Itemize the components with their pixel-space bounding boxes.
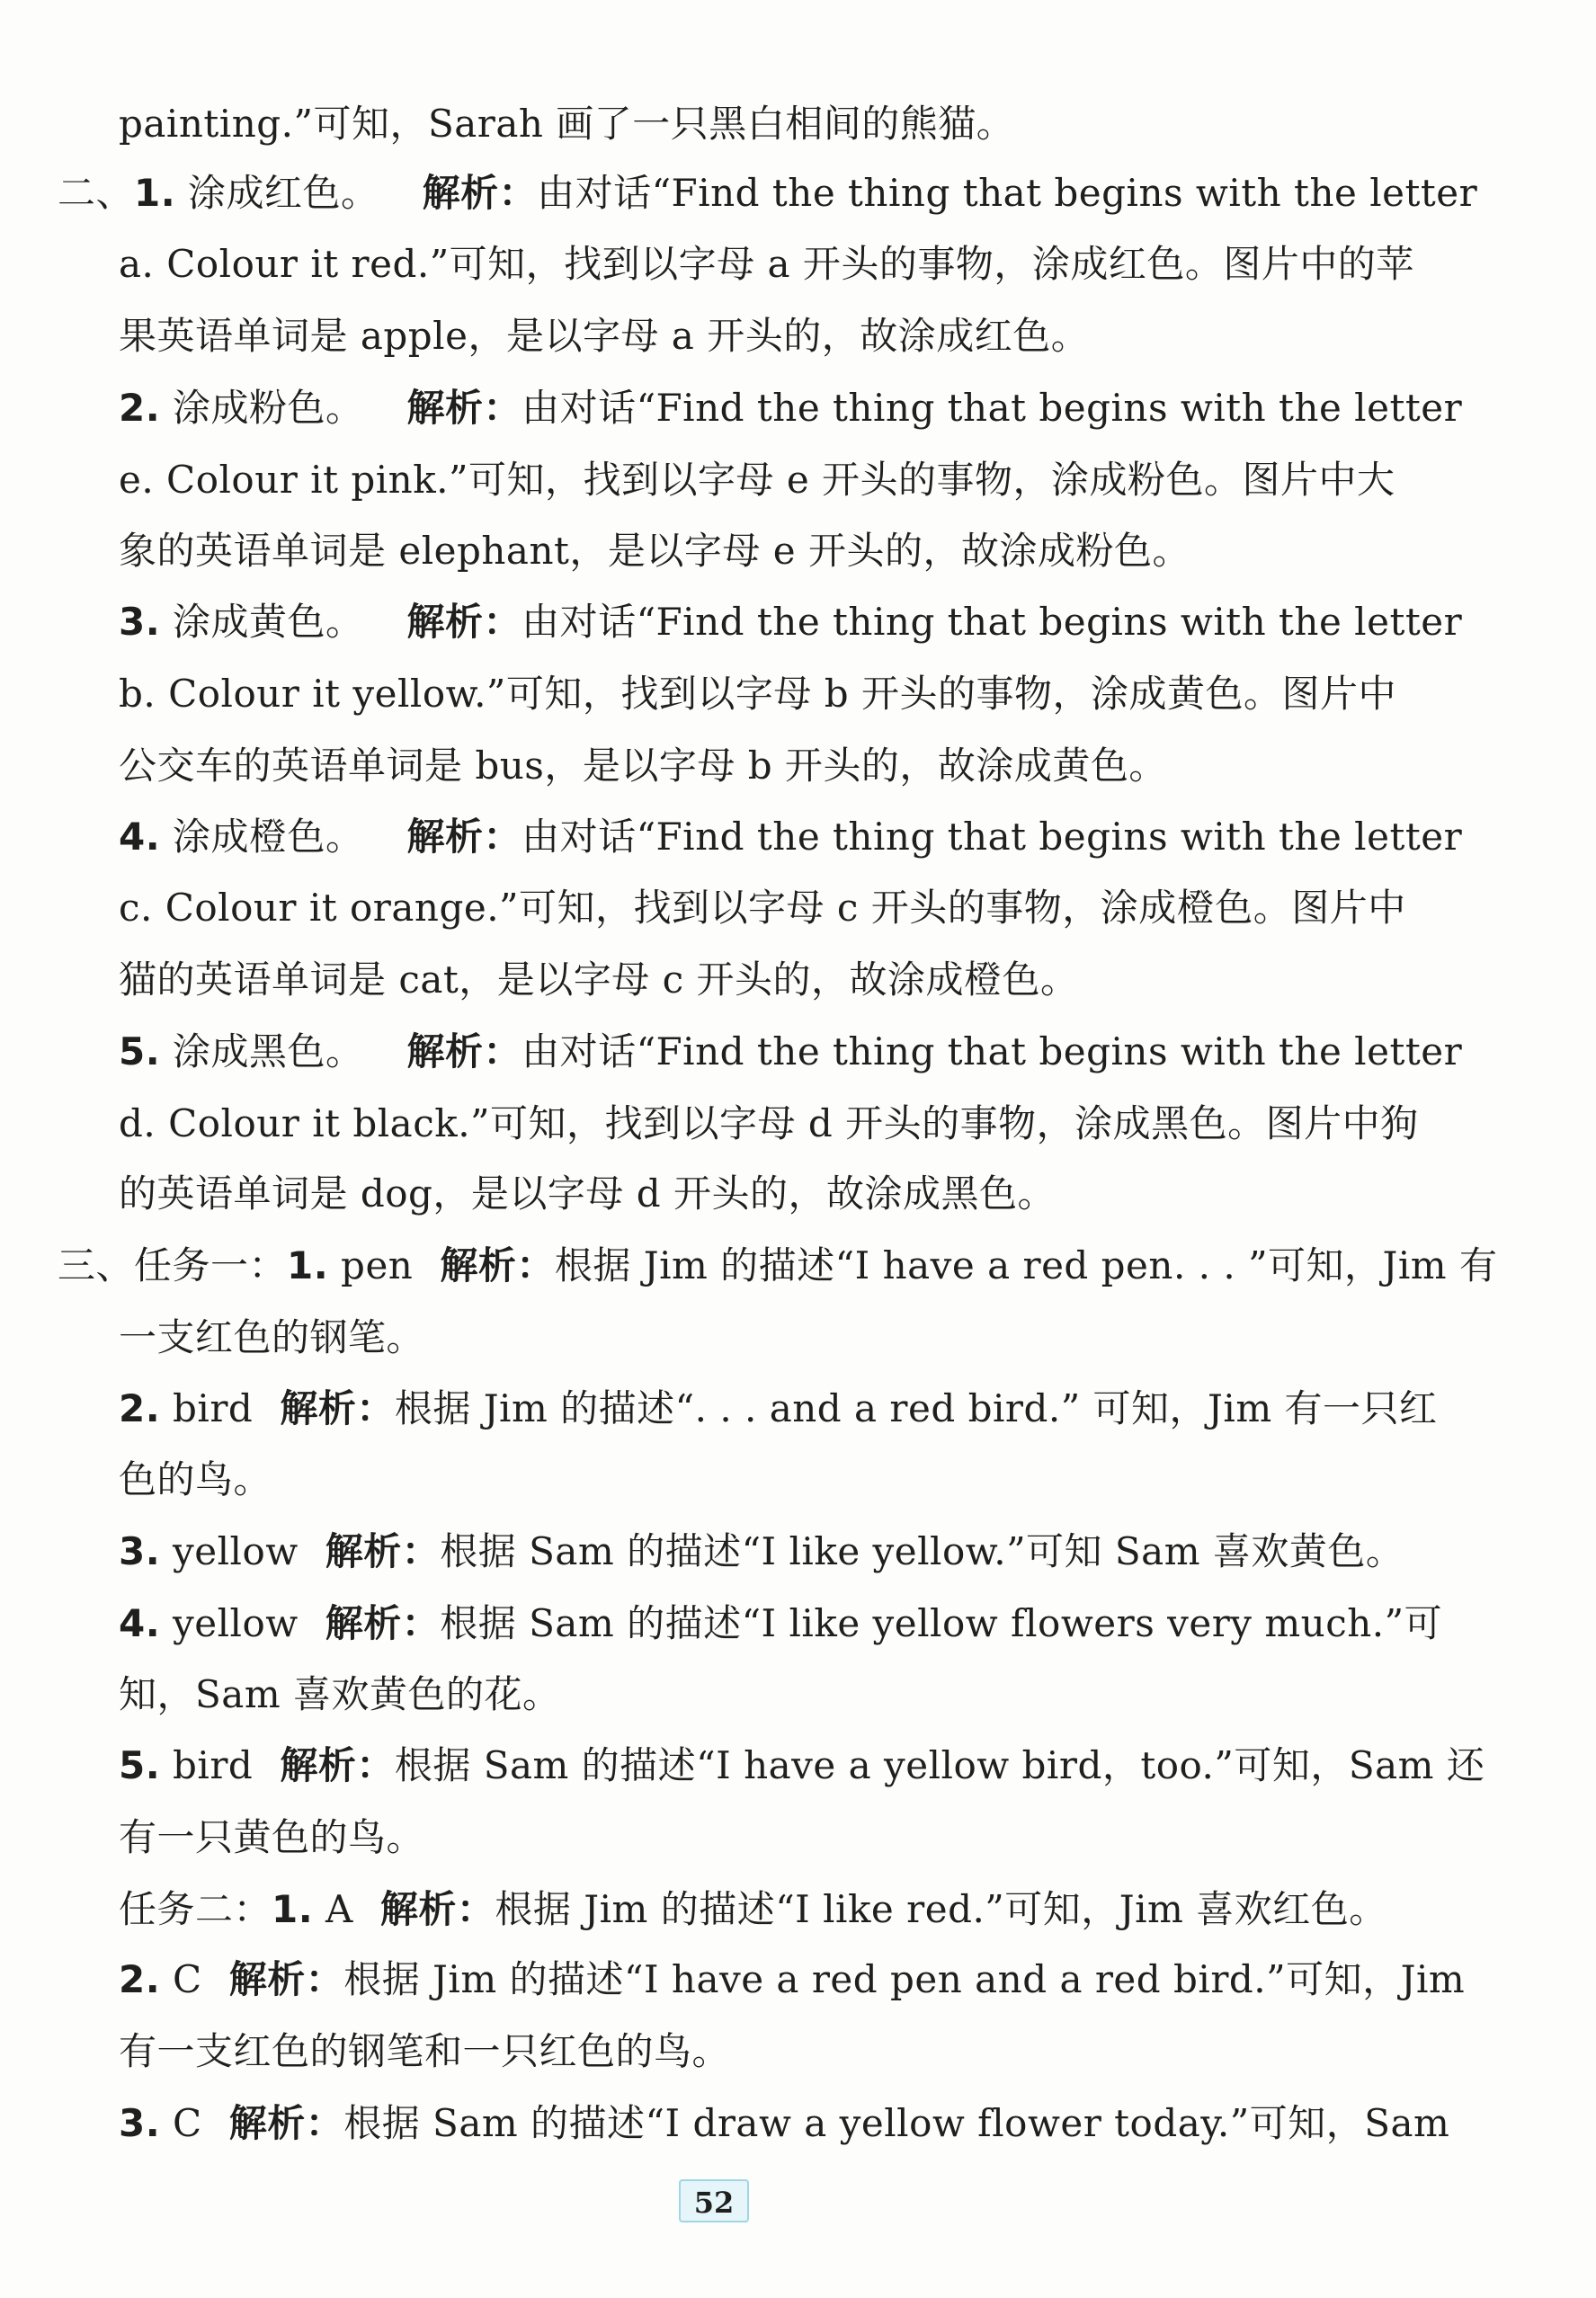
text-line (119, 1169, 1056, 1219)
text-run: 知，Sam 喜欢黄色的花。 (119, 1672, 561, 1716)
text-run: 根据 Sam 的描述“I like yellow.”可知 Sam 喜欢黄色。 (440, 1529, 1404, 1573)
text-run: yellow (160, 1529, 299, 1573)
text-line (119, 526, 1190, 576)
text-line (119, 741, 1167, 791)
bold-label: 解析： (325, 1529, 441, 1573)
text-run: d. Colour it black.”可知，找到以字母 d 开头的事物，涂成黑色。图片中狗 (119, 1101, 1419, 1145)
text-run: 根据 Jim 的描述“I have a red pen and a red bird.”可知，Jim (343, 1957, 1466, 2001)
text-run: C (160, 1957, 202, 2001)
bold-label: 2. (119, 386, 161, 430)
text-run: 由对话“Find the thing that begins with the letter (537, 171, 1478, 215)
text-run: 公交车的英语单词是 bus，是以字母 b 开头的，故涂成黄色。 (119, 744, 1167, 788)
bold-label: 5. (119, 1029, 161, 1073)
text-line (119, 99, 1014, 149)
text-line (119, 311, 1089, 361)
text-run: 象的英语单词是 elephant，是以字母 e 开头的，故涂成粉色。 (119, 529, 1190, 573)
text-line (119, 955, 1079, 1005)
bold-label: 1. (272, 1887, 314, 1931)
bold-label: 解析： (406, 1029, 522, 1073)
bold-label: 3. (119, 2101, 161, 2145)
text-run: 根据 Sam 的描述“I have a yellow bird，too.”可知，Sam 还 (394, 1743, 1485, 1787)
bold-label: 解析： (280, 1386, 395, 1430)
bold-label: 5. (119, 1743, 161, 1787)
text-run: 涂成黑色。 (160, 1029, 364, 1073)
text-run: e. Colour it pink.”可知，找到以字母 e 开头的事物，涂成粉色。图片中大 (119, 458, 1395, 502)
text-line (119, 669, 1396, 719)
text-run: bird (160, 1386, 254, 1430)
text-line (119, 1099, 1419, 1149)
text-line (58, 168, 1477, 218)
text-run: 任务二： (119, 1887, 272, 1931)
text-run: 二、 (58, 171, 135, 215)
text-line (119, 1670, 561, 1720)
bold-label: 解析： (228, 1957, 344, 2001)
text-line (119, 1527, 1404, 1577)
text-line (119, 1741, 1485, 1791)
text-line (119, 1313, 424, 1363)
bold-label: 3. (119, 1529, 161, 1573)
text-run: 涂成粉色。 (160, 386, 364, 430)
text-run: A (313, 1887, 353, 1931)
text-run: a. Colour it red.”可知，找到以字母 a 开头的事物，涂成红色。图片中的苹 (119, 242, 1414, 286)
text-run: bird (160, 1743, 254, 1787)
text-run: 涂成红色。 (175, 171, 379, 215)
bold-label: 解析： (406, 386, 522, 430)
text-line (119, 1955, 1465, 2005)
bold-label: 4. (119, 1601, 161, 1645)
bold-label: 解析： (325, 1601, 441, 1645)
text-run: 根据 Jim 的描述“I like red.”可知，Jim 喜欢红色。 (495, 1887, 1387, 1931)
text-run: yellow (160, 1601, 299, 1645)
text-run: 由对话“Find the thing that begins with the letter (522, 815, 1463, 859)
text-line (119, 812, 1462, 862)
bold-label: 1. (134, 171, 176, 215)
text-line (119, 1384, 1438, 1434)
bold-label: 1. (287, 1243, 329, 1287)
bold-label: 3. (119, 600, 161, 644)
text-line (119, 1027, 1462, 1077)
bold-label: 2. (119, 1957, 161, 2001)
bold-label: 解析： (440, 1243, 555, 1287)
text-run: 涂成橙色。 (160, 815, 364, 859)
text-line (119, 383, 1462, 433)
text-run: pen (328, 1243, 414, 1287)
text-run: painting.”可知，Sarah 画了一只黑白相间的熊猫。 (119, 102, 1015, 146)
text-run: 根据 Jim 的描述“I have a red pen. . . ”可知，Jim 有 (554, 1243, 1498, 1287)
text-line (119, 2026, 730, 2077)
text-run: 一支红色的钢笔。 (119, 1315, 425, 1359)
text-line (119, 597, 1462, 647)
text-line (119, 2098, 1449, 2149)
text-run: 由对话“Find the thing that begins with the letter (522, 386, 1463, 430)
text-run: 涂成黄色。 (160, 600, 364, 644)
text-run: 根据 Sam 的描述“I like yellow flowers very much.”可 (440, 1601, 1443, 1645)
text-run: 猫的英语单词是 cat，是以字母 c 开头的，故涂成橙色。 (119, 958, 1079, 1002)
bold-label: 解析： (406, 600, 522, 644)
text-line (119, 455, 1395, 505)
text-run: 的英语单词是 dog，是以字母 d 开头的，故涂成黑色。 (119, 1171, 1056, 1216)
bold-label: 解析： (406, 815, 522, 859)
text-line (119, 239, 1414, 289)
text-run: 色的鸟。 (119, 1457, 272, 1501)
text-line (119, 883, 1406, 933)
bold-label: 4. (119, 815, 161, 859)
bold-label: 解析： (379, 1887, 495, 1931)
text-run: 有一只黄色的鸟。 (119, 1815, 425, 1859)
text-line (58, 1241, 1497, 1291)
page-number: 52 (679, 2179, 749, 2222)
text-line (119, 1599, 1442, 1649)
text-line (119, 1813, 424, 1863)
text-run: 根据 Sam 的描述“I draw a yellow flower today.”可知，Sam (343, 2101, 1450, 2145)
text-run: 根据 Jim 的描述“. . . and a red bird.” 可知，Jim 有一只红 (394, 1386, 1438, 1430)
text-run: c. Colour it orange.”可知，找到以字母 c 开头的事物，涂成橙色。图片中 (119, 886, 1406, 930)
text-run: 三、任务一： (58, 1243, 288, 1287)
bold-label: 解析： (280, 1743, 395, 1787)
text-run: 有一支红色的钢笔和一只红色的鸟。 (119, 2029, 731, 2073)
text-run: b. Colour it yellow.”可知，找到以字母 b 开头的事物，涂成黄色。图片中 (119, 672, 1396, 716)
text-line (119, 1884, 1387, 1935)
bold-label: 解析： (228, 2101, 344, 2145)
text-run: 果英语单词是 apple，是以字母 a 开头的，故涂成红色。 (119, 314, 1090, 358)
text-run: C (160, 2101, 202, 2145)
bold-label: 解析： (422, 171, 538, 215)
bold-label: 2. (119, 1386, 161, 1430)
text-line (119, 1455, 272, 1505)
text-run: 由对话“Find the thing that begins with the letter (522, 1029, 1463, 1073)
text-run: 由对话“Find the thing that begins with the letter (522, 600, 1463, 644)
